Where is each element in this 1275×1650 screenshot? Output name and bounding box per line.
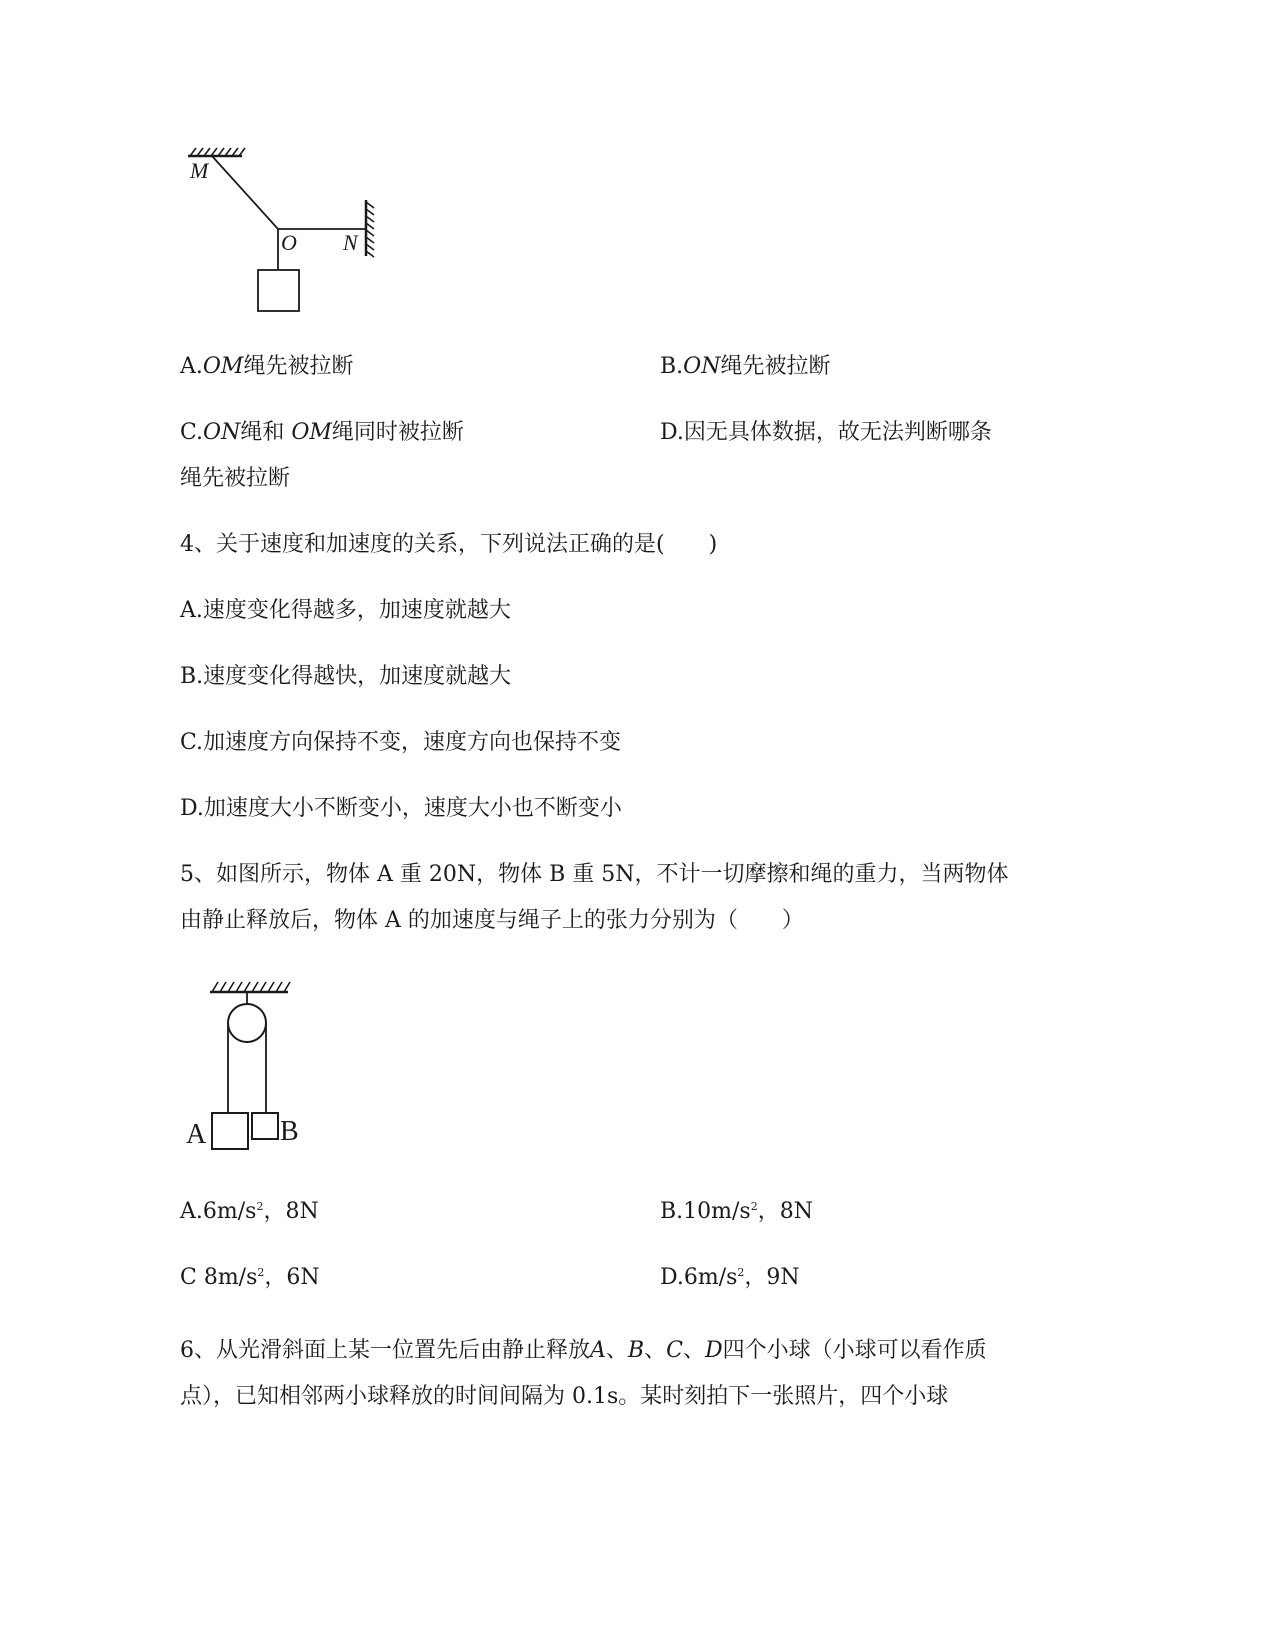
label-b: B: [280, 1116, 299, 1147]
q3-option-b: B.ON绳先被拉断: [660, 354, 831, 379]
label-o: O: [281, 230, 297, 255]
pulley-ceiling-hatch: [212, 982, 290, 992]
q6-stem-line1: 6、从光滑斜面上某一位置先后由静止释放A、B、C、D四个小球（小球可以看作质: [180, 1338, 987, 1363]
q4-option-b: B.速度变化得越快，加速度就越大: [180, 664, 512, 689]
label-n: N: [343, 230, 358, 255]
label-m: M: [190, 158, 209, 183]
rope-diagram-figure: [180, 140, 400, 320]
label-a: A: [186, 1119, 207, 1150]
hanging-block: [258, 270, 299, 311]
q5-option-d: $D.6m/s^2$，9N: [660, 1265, 800, 1290]
q5-stem-line2: 由静止释放后，物体 A 的加速度与绳子上的张力分别为（ ）: [180, 908, 804, 933]
q4-option-a: A.速度变化得越多，加速度就越大: [180, 598, 511, 623]
q3-option-d-continued: 绳先被拉断: [180, 466, 291, 491]
q3-option-d: D.因无具体数据，故无法判断哪条: [660, 420, 992, 445]
q5-option-a: $A.6m/s^2$，8N: [180, 1199, 319, 1224]
q5-option-b: $B.10m/s^2$，8N: [660, 1199, 813, 1224]
q4-option-c: C.加速度方向保持不变，速度方向也保持不变: [180, 730, 622, 755]
pulley-diagram-figure: [180, 970, 320, 1160]
q5-option-c: C $8m/s^2$，6N: [180, 1265, 320, 1290]
block-a: [212, 1113, 248, 1149]
block-b: [252, 1113, 278, 1139]
q5-stem-line1: 5、如图所示，物体 A 重 20N，物体 B 重 5N，不计一切摩擦和绳的重力，当两物体: [180, 862, 1009, 887]
q4-stem: 4、关于速度和加速度的关系，下列说法正确的是( ): [180, 532, 718, 557]
q6-stem-line2: 点），已知相邻两小球释放的时间间隔为 0.1s。某时刻拍下一张照片，四个小球: [180, 1384, 949, 1409]
pulley-wheel: [228, 1004, 266, 1042]
q3-option-a: A.OM绳先被拉断: [180, 354, 354, 379]
q3-option-c: C.ON绳和 OM绳同时被拉断: [180, 420, 464, 445]
q4-option-d: D.加速度大小不断变小，速度大小也不断变小: [180, 796, 622, 821]
rope-om: [212, 156, 278, 229]
